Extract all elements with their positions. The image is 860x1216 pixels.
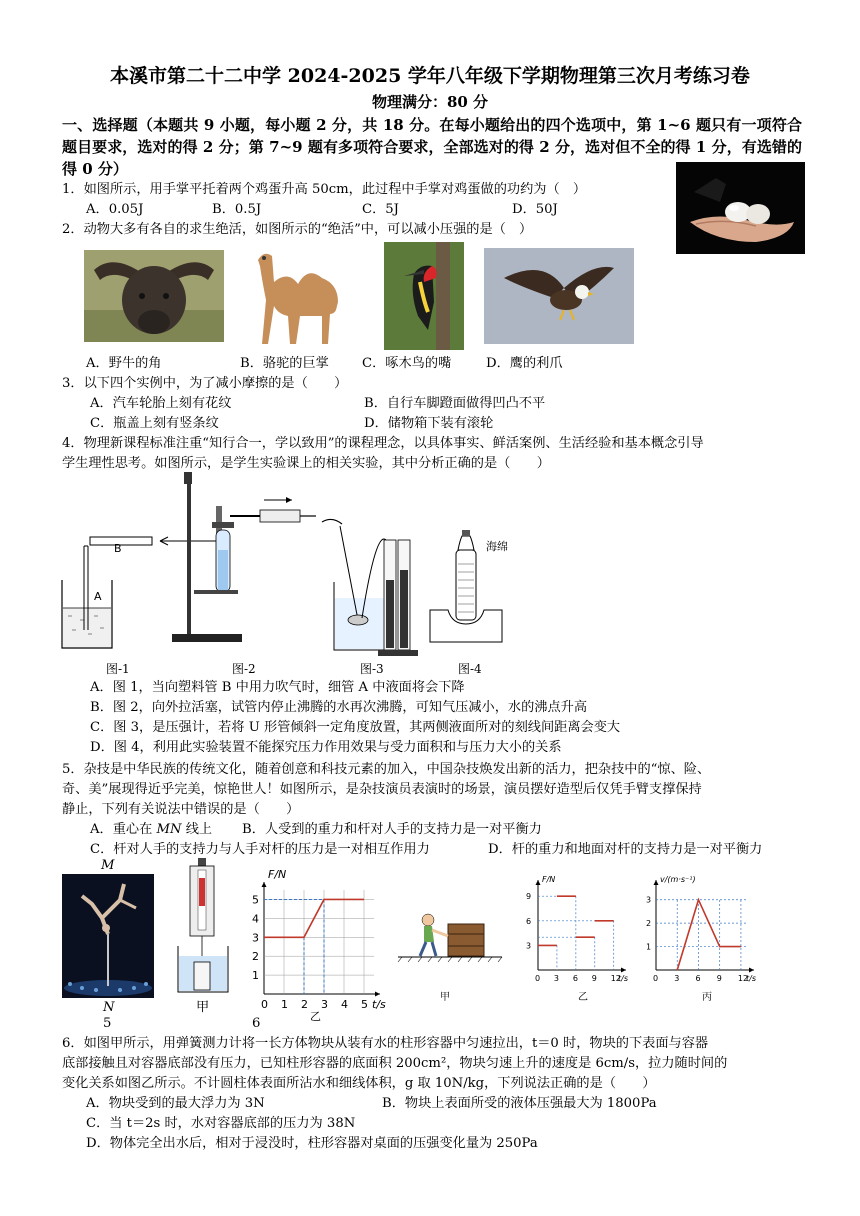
q1-option-d: D．50J bbox=[512, 202, 558, 217]
x-tick-label: 6 bbox=[695, 974, 701, 983]
y-axis-label: F/N bbox=[268, 868, 287, 881]
x-axis-label: t/s bbox=[746, 974, 756, 983]
q5-option-a: A．重心在 MN 线上 bbox=[90, 822, 213, 837]
q2-stem: 2．动物大多有各自的求生绝活，如图所示的“绝活”中，可以减小压强的是（ ） bbox=[62, 222, 533, 237]
q1-option-c: C．5J bbox=[362, 202, 399, 217]
fig-label-4: 图-4 bbox=[458, 662, 482, 676]
q4-option-c: C．图 3，是压强计，若将 U 形管倾斜一定角度放置，其两侧液面所对的刻线间距离会变大 bbox=[90, 720, 621, 735]
q2-option-a: A．野牛的角 bbox=[86, 356, 162, 371]
q1-option-b: B．0.5J bbox=[212, 202, 262, 217]
q6-stem-line2: 底部接触且对容器底部没有压力，已知柱形容器的底面积 200cm²，物块匀速上升的速度是 6cm/s，拉力随时间的 bbox=[62, 1056, 728, 1071]
q5-option-b: B．人受到的重力和杆对人手的支持力是一对平衡力 bbox=[242, 822, 542, 837]
y-tick-label: 3 bbox=[646, 895, 652, 905]
x-axis-arrow bbox=[621, 968, 626, 973]
woodpecker-photo bbox=[384, 242, 464, 350]
fig1-label-a: A bbox=[94, 590, 102, 603]
x-tick-label: 0 bbox=[535, 974, 541, 983]
section-heading: 一、选择题（本题共 9 小题，每小题 2 分，共 18 分。在每小题给出的四个选项中，第 1~6 题只有一项符合题目要求，选对的得 2 分；第 7~9 题有多项符合要求，全部选对的得 2 分，选对但不全的得 1 分，有选错的得 0 分） bbox=[62, 116, 802, 178]
push-box-caption: 甲 bbox=[440, 992, 450, 1003]
q3-option-c: C．瓶盖上刻有竖条纹 bbox=[90, 416, 219, 431]
x-tick-label: 9 bbox=[591, 974, 597, 983]
fig1-diagram bbox=[62, 537, 216, 648]
chart3-caption: 丙 bbox=[702, 992, 712, 1003]
q3-option-b: B．自行车脚蹬面做得凹凸不平 bbox=[364, 396, 546, 411]
fig2-diagram bbox=[172, 472, 316, 642]
q4-option-d: D．图 4，利用此实验装置不能探究压力作用效果与受力面积和与压力大小的关系 bbox=[90, 740, 562, 755]
q6-stem-line3: 变化关系如图乙所示。不计圆柱体表面所沾水和细线体积，g 取 10N/kg，下列说法正确的是（ ） bbox=[62, 1076, 656, 1091]
q2-option-d: D．鹰的利爪 bbox=[486, 356, 563, 371]
fig-number-5: 5 bbox=[103, 1016, 112, 1031]
q2-option-c: C．啄木鸟的嘴 bbox=[362, 356, 452, 371]
x-tick-label: 0 bbox=[653, 974, 659, 983]
y-tick-label: 1 bbox=[252, 969, 259, 983]
q3-option-a: A．汽车轮胎上刻有花纹 bbox=[90, 396, 232, 411]
acrobat-photo bbox=[62, 874, 154, 998]
y-tick-label: 9 bbox=[526, 892, 532, 902]
x-axis-arrow bbox=[375, 992, 380, 997]
x-tick-label: 3 bbox=[674, 974, 680, 983]
y-tick-label: 2 bbox=[252, 950, 259, 964]
fig1-label-b: B bbox=[114, 542, 122, 555]
x-tick-label: 0 bbox=[261, 998, 268, 1011]
y-tick-label: 2 bbox=[646, 919, 652, 929]
q5-option-c: C．杆对人手的支持力与人手对杆的压力是一对相互作用力 bbox=[90, 842, 430, 857]
x-tick-label: 3 bbox=[553, 974, 560, 983]
x-tick-label: 12 bbox=[737, 974, 749, 983]
x-axis-label: t/s bbox=[372, 998, 386, 1011]
q6-option-d: D．物体完全出水后，相对于浸没时，柱形容器对桌面的压强变化量为 250Pa bbox=[86, 1136, 538, 1151]
q1-option-a: A．0.05J bbox=[86, 202, 144, 217]
q5-stem-line2: 奇、美”展现得近乎完美，惊艳世人！如图所示，是杂技演员表演时的场景，演员摆好造型后仅凭手臂支撑保持 bbox=[62, 782, 702, 797]
y-tick-label: 6 bbox=[526, 916, 532, 926]
q4-stem-line1: 4．物理新课程标准注重“知行合一，学以致用”的课程理念，以具体事实、鲜活案例、生活经验和基本概念引导 bbox=[62, 436, 704, 451]
chart-caption: 乙 bbox=[310, 1010, 321, 1023]
q4-option-b: B．图 2，向外拉活塞，试管内停止沸腾的水再次沸腾，可知气压减小，水的沸点升高 bbox=[90, 700, 588, 715]
x-tick-label: 3 bbox=[321, 998, 328, 1011]
q6-option-c: C．当 t＝2s 时，水对容器底部的压力为 38N bbox=[86, 1116, 356, 1131]
acrobat-label-m: M bbox=[101, 858, 115, 873]
q2-option-b: B．骆驼的巨掌 bbox=[240, 356, 329, 371]
y-tick-label: 1 bbox=[646, 942, 652, 952]
x-tick-label: 12 bbox=[610, 974, 621, 983]
chart2-caption: 乙 bbox=[578, 992, 588, 1003]
y-tick-label: 5 bbox=[252, 893, 259, 907]
q5-stem-line1: 5．杂技是中华民族的传统文化，随着创意和科技元素的加入，中国杂技焕发出新的活力，把杂技中的“惊、险、 bbox=[62, 762, 711, 777]
eagle-photo bbox=[484, 248, 634, 344]
q5-stem-line3: 静止，下列有关说法中错误的是（ ） bbox=[62, 802, 300, 817]
x-tick-label: 9 bbox=[716, 974, 722, 983]
q3-stem: 3．以下四个实例中，为了减小摩擦的是（ ） bbox=[62, 376, 348, 391]
push-box-diagram bbox=[398, 912, 502, 968]
fig-label-3: 图-3 bbox=[360, 662, 384, 676]
x-axis-label: t/s bbox=[618, 974, 628, 983]
q6-option-a: A．物块受到的最大浮力为 3N bbox=[86, 1096, 265, 1111]
buffalo-photo bbox=[84, 250, 224, 342]
q6-jia-caption: 甲 bbox=[196, 1000, 210, 1015]
series-line bbox=[677, 900, 741, 970]
x-axis-arrow bbox=[749, 968, 754, 973]
y-axis-arrow bbox=[654, 880, 659, 885]
x-tick-label: 1 bbox=[281, 998, 288, 1011]
q6-jia-diagram bbox=[168, 858, 238, 998]
fig4-sponge-label: 海绵 bbox=[486, 540, 508, 553]
fig-number-6: 6 bbox=[252, 1016, 261, 1031]
x-tick-label: 6 bbox=[572, 974, 578, 983]
y-axis-arrow bbox=[262, 882, 267, 887]
x-tick-label: 4 bbox=[341, 998, 348, 1011]
push-velocity-time-chart bbox=[640, 870, 770, 1000]
push-force-time-chart bbox=[522, 870, 632, 1000]
y-axis-arrow bbox=[536, 880, 541, 885]
fig-label-1: 图-1 bbox=[106, 662, 130, 676]
camel-photo bbox=[238, 240, 356, 352]
q6-force-time-chart bbox=[242, 868, 386, 1023]
score-line: 物理满分：80 分 bbox=[371, 93, 489, 111]
hand-eggs-photo bbox=[676, 162, 805, 254]
q5-option-d: D．杆的重力和地面对杆的支持力是一对平衡力 bbox=[488, 842, 763, 857]
x-tick-label: 2 bbox=[301, 998, 308, 1011]
q4-stem-line2: 学生理性思考。如图所示，是学生实验课上的相关实验，其中分析正确的是（ ） bbox=[62, 456, 550, 471]
q6-stem-line1: 6．如图甲所示，用弹簧测力计将一长方体物块从装有水的柱形容器中匀速拉出，t＝0 时，物块的下表面与容器 bbox=[62, 1036, 709, 1051]
fig3-diagram bbox=[322, 519, 418, 656]
fig-label-2: 图-2 bbox=[232, 662, 256, 676]
q1-stem: 1．如图所示，用手掌平托着两个鸡蛋升高 50cm，此过程中手掌对鸡蛋做的功约为（ ） bbox=[62, 182, 587, 197]
q4-figures bbox=[56, 470, 516, 662]
q6-option-b: B．物块上表面所受的液体压强最大为 1800Pa bbox=[382, 1096, 657, 1111]
y-axis-label: v/(m·s⁻¹) bbox=[660, 875, 696, 884]
y-tick-label: 3 bbox=[252, 931, 259, 945]
y-tick-label: 3 bbox=[526, 941, 532, 951]
page-title: 本溪市第二十二中学 2024-2025 学年八年级下学期物理第三次月考练习卷 bbox=[110, 65, 750, 87]
y-axis-label: F/N bbox=[542, 875, 556, 884]
q4-option-a: A．图 1，当向塑料管 B 中用力吹气时，细管 A 中液面将会下降 bbox=[90, 680, 465, 695]
y-tick-label: 4 bbox=[252, 912, 259, 926]
x-tick-label: 5 bbox=[361, 998, 368, 1011]
acrobat-label-n: N bbox=[103, 1000, 115, 1015]
q3-option-d: D．储物箱下装有滚轮 bbox=[364, 416, 494, 431]
